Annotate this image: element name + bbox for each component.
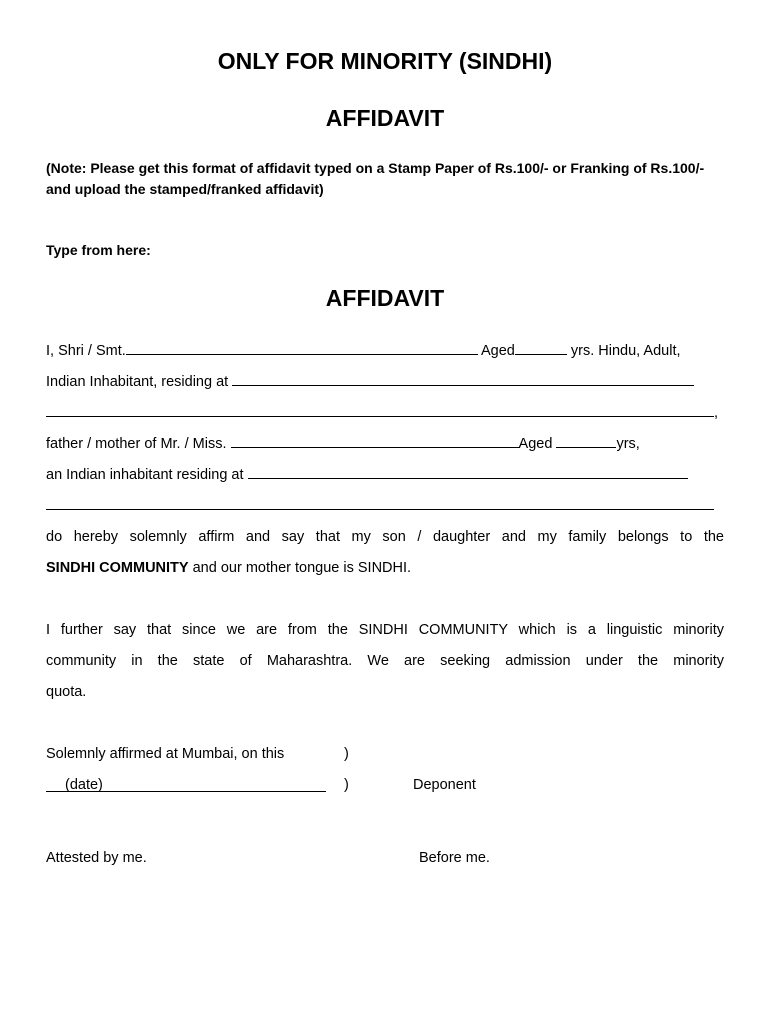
maharashtra-line: [46, 651, 724, 671]
residence-line: [46, 371, 724, 392]
residence-continued-blank: [46, 402, 714, 417]
stamp-paper-note: (Note: Please get this format of affidavit typed on a Stamp Paper of Rs.100/- or Franking of Rs.100/- and upload the stamped/franked affidavit): [46, 160, 705, 197]
child-residence-blank: [248, 464, 688, 479]
quota-line: [46, 682, 724, 702]
indian-inhabitant-label: an Indian inhabitant residing at: [46, 467, 244, 483]
residence-continued-line: [46, 402, 724, 423]
yrs-label: yrs,: [616, 436, 640, 452]
affidavit-body-heading: AFFIDAVIT: [325, 285, 445, 311]
child-residence-continued-line: [46, 495, 724, 516]
further-say-text: I further say that since we are from the SINDHI COMMUNITY which is a linguistic minority: [46, 622, 724, 638]
deponent-label: Deponent: [413, 777, 476, 793]
community-line: [46, 558, 724, 578]
affirmation-text: do hereby solemnly affirm and say that my son / daughter and my family belongs to the: [46, 529, 724, 545]
attested-by-label: Attested by me.: [46, 850, 147, 866]
child-name-blank: [231, 433, 519, 448]
comma: ,: [714, 405, 719, 421]
aged-label: Aged: [481, 343, 515, 359]
child-aged-label: Aged: [518, 436, 553, 452]
declarant-age-blank: [515, 340, 567, 355]
child-residence-line: [46, 464, 724, 485]
child-residence-continued-blank: [46, 495, 714, 510]
further-say-line: [46, 620, 724, 640]
child-age-blank: [556, 433, 616, 448]
quota-text: quota.: [46, 684, 87, 700]
father-mother-label: father / mother of Mr. / Miss.: [46, 436, 227, 452]
parent-line: [46, 433, 724, 454]
religion-label: yrs. Hindu, Adult,: [570, 343, 681, 359]
closing-paren-1: ): [344, 746, 349, 762]
before-me-label: Before me.: [419, 850, 490, 866]
shri-smt-label: I, Shri / Smt.: [46, 343, 126, 359]
affirmation-line: [46, 527, 724, 547]
solemnly-affirmed-text: Solemnly affirmed at Mumbai, on this: [46, 746, 285, 762]
closing-paren-2: ): [344, 777, 349, 793]
page-title: ONLY FOR MINORITY (SINDHI): [217, 48, 553, 74]
residing-at-label: Indian Inhabitant, residing at: [46, 374, 229, 390]
mother-tongue-text: and our mother tongue is SINDHI.: [188, 560, 412, 576]
declarant-name-blank: [126, 340, 478, 355]
maharashtra-text: community in the state of Maharashtra. We are seeking admission under the minority: [46, 653, 724, 669]
sindhi-community-text: SINDHI COMMUNITY: [46, 560, 189, 576]
affidavit-title: AFFIDAVIT: [325, 105, 445, 131]
type-from-here-label: Type from here:: [46, 242, 151, 258]
declarant-line: [46, 340, 724, 361]
date-blank: [46, 775, 326, 792]
residence-blank: [232, 371, 694, 386]
date-label: (date): [65, 777, 103, 793]
